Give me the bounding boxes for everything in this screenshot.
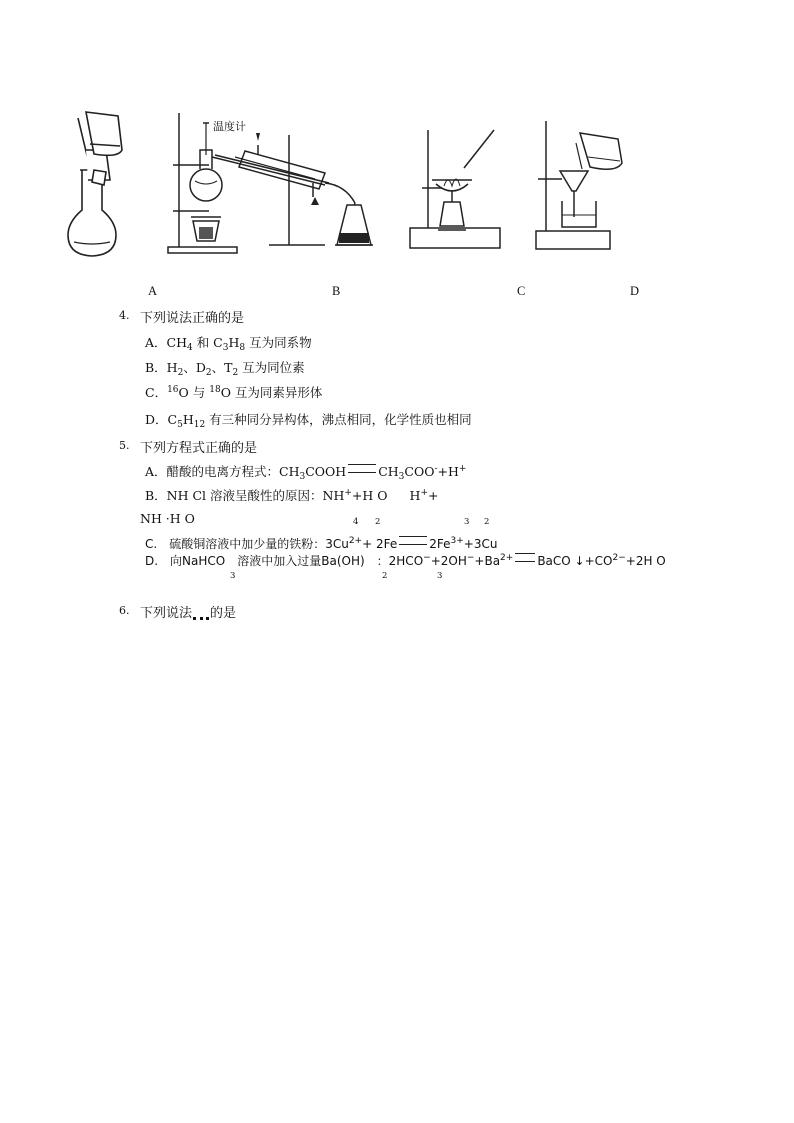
option-b: B．NH Cl 溶液呈酸性的原因：NH++H O H++ [145,488,439,503]
question-number: 6. [119,604,130,617]
question-stem: 下列说法 的是 [140,606,237,621]
subscript-fragment: 3 [230,571,236,581]
question-number: 5. [119,439,130,452]
apparatus-c-evaporation [408,122,508,252]
figure-label-b: B [332,284,341,298]
apparatus-b-distillation [165,105,395,255]
option-d: D．$C_5H_{12}$ 有三种同分异构体，沸点相同，化学性质也相同 [145,412,472,430]
option-b: B．$H_2$、$D_2$、$T_2$ 互为同位素 [145,360,305,378]
figure-label-c: C [517,284,526,298]
blank-dots [193,617,209,620]
figure-label-d: D [630,284,640,298]
option-a: A．$CH_4$ 和 $C_3H_8$ 互为同系物 [145,335,312,353]
figure-label-a: A [148,284,158,298]
equals-sign [348,464,376,473]
subscript-fragment: 2 [382,571,388,581]
apparatus-d-filtration [532,117,632,252]
option-c: C．$^{16}$O 与 $^{18}$O 互为同素异形体 [145,385,323,400]
subscript-fragment: 3 [437,571,443,581]
equals-sign [399,536,427,545]
question-number: 4. [119,309,130,322]
equals-sign [515,553,535,562]
option-b-continued: NH ·H O [140,511,195,526]
subscript-fragment: 4 [353,517,359,527]
option-d: D. 向NaHCO 溶液中加入过量Ba(OH) ：$2HCO^-+2OH^-+Ba^{2+}$ BaCO $↓+CO^{2-}+2H$ O [145,553,666,568]
question-stem: 下列说法正确的是 [140,311,245,326]
subscript-fragment: 2 [484,517,490,527]
option-c: C. 硫酸铜溶液中加少量的铁粉：$3Cu^{2+}+ 2Fe$ $2Fe^{3+}+3Cu$ [145,536,498,551]
question-stem: 下列方程式正确的是 [140,441,258,456]
option-a: A．醋酸的电离方程式：$CH_3COOH$ $CH_3COO^-+H^+$ [145,464,467,482]
subscript-fragment: 3 [464,517,470,527]
thermometer-label: 温度计 [213,120,246,133]
subscript-fragment: 2 [375,517,381,527]
